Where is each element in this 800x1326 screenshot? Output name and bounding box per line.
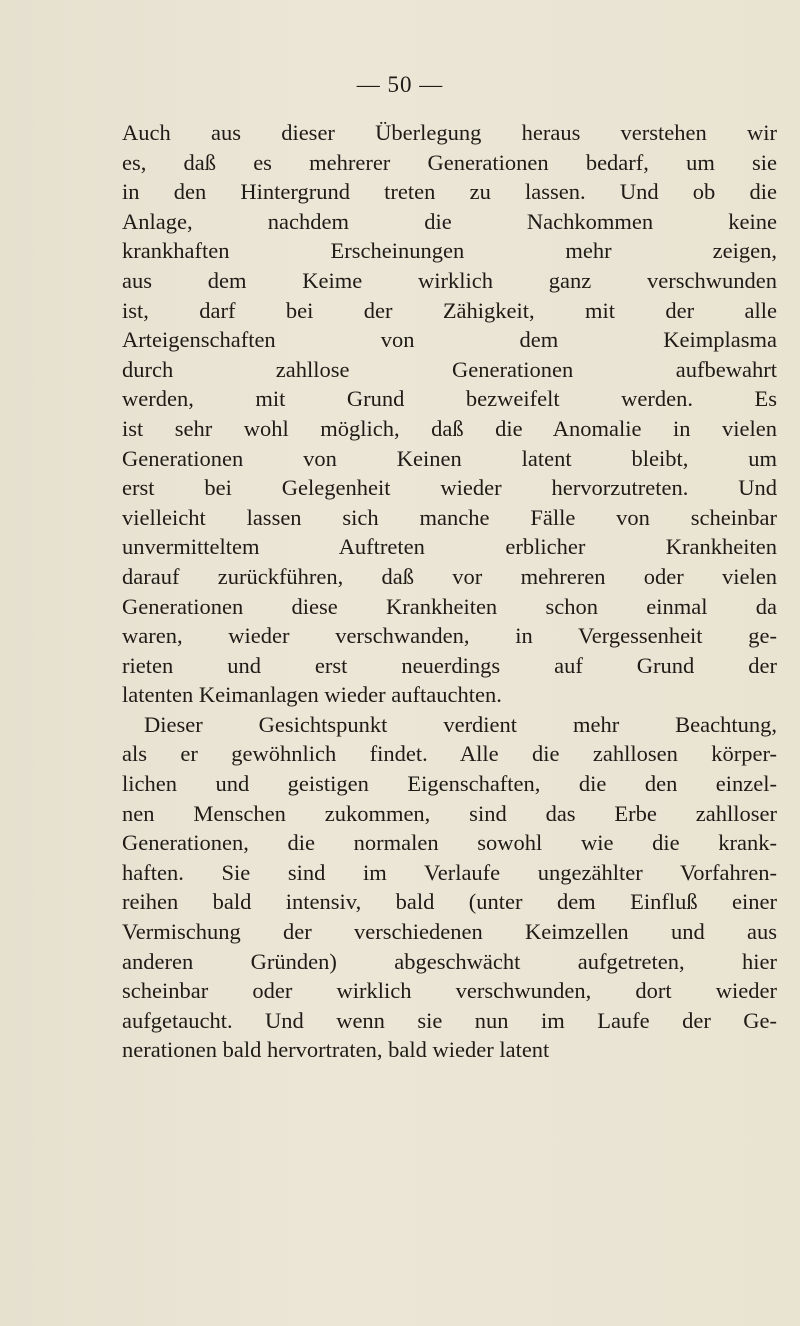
text-line: Generationen von Keinen latent bleibt, um — [122, 445, 777, 471]
text-line: reihen bald intensiv, bald (unter dem Einfluß einer — [122, 889, 777, 915]
text-line: haften. Sie sind im Verlaufe ungezählter Vorfahren- — [122, 859, 777, 885]
text-line: aus dem Keime wirklich ganz verschwunden — [122, 267, 777, 293]
text-line: Dieser Gesichtspunkt verdient mehr Beachtung, — [144, 711, 777, 737]
text-line: Generationen diese Krankheiten schon einmal da — [122, 593, 777, 619]
text-line: erst bei Gelegenheit wieder hervorzutreten. Und — [122, 475, 777, 501]
text-line: Anlage, nachdem die Nachkommen keine — [122, 208, 777, 234]
text-line: in den Hintergrund treten zu lassen. Und ob die — [122, 179, 777, 205]
text-line: waren, wieder verschwanden, in Vergessenheit ge- — [122, 623, 777, 649]
text-line: ist, darf bei der Zähigkeit, mit der alle — [122, 297, 777, 323]
text-line: unvermitteltem Auftreten erblicher Krankheiten — [122, 534, 777, 560]
text-line: Generationen, die normalen sowohl wie die krank- — [122, 830, 777, 856]
text-line: krankhaften Erscheinungen mehr zeigen, — [122, 238, 777, 264]
text-line: vielleicht lassen sich manche Fälle von scheinbar — [122, 504, 777, 530]
page-number: — 50 — — [356, 72, 444, 97]
text-line: durch zahllose Generationen aufbewahrt — [122, 356, 777, 382]
text-line: scheinbar oder wirklich verschwunden, dort wieder — [122, 978, 777, 1004]
text-line: latenten Keimanlagen wieder auftauchten. — [122, 682, 502, 708]
text-line: aufgetaucht. Und wenn sie nun im Laufe der Ge- — [122, 1007, 777, 1033]
text-line: Arteigenschaften von dem Keimplasma — [122, 327, 777, 353]
text-line: Vermischung der verschiedenen Keimzellen und aus — [122, 919, 777, 945]
text-line: als er gewöhnlich findet. Alle die zahllosen körper- — [122, 741, 777, 767]
text-line: darauf zurückführen, daß vor mehreren oder vielen — [122, 563, 777, 589]
text-line: nen Menschen zukommen, sind das Erbe zahlloser — [122, 800, 777, 826]
text-line: werden, mit Grund bezweifelt werden. Es — [122, 386, 777, 412]
text-line: es, daß es mehrerer Generationen bedarf, um sie — [122, 149, 777, 175]
text-line: anderen Gründen) abgeschwächt aufgetreten, hier — [122, 948, 777, 974]
text-line: nerationen bald hervortraten, bald wieder latent — [122, 1037, 550, 1063]
text-line: lichen und geistigen Eigenschaften, die den einzel- — [122, 771, 777, 797]
body-text — [122, 118, 777, 1065]
text-line: Auch aus dieser Überlegung heraus verstehen wir — [122, 120, 777, 145]
text-line: rieten und erst neuerdings auf Grund der — [122, 652, 777, 678]
text-line: ist sehr wohl möglich, daß die Anomalie in vielen — [122, 415, 777, 441]
